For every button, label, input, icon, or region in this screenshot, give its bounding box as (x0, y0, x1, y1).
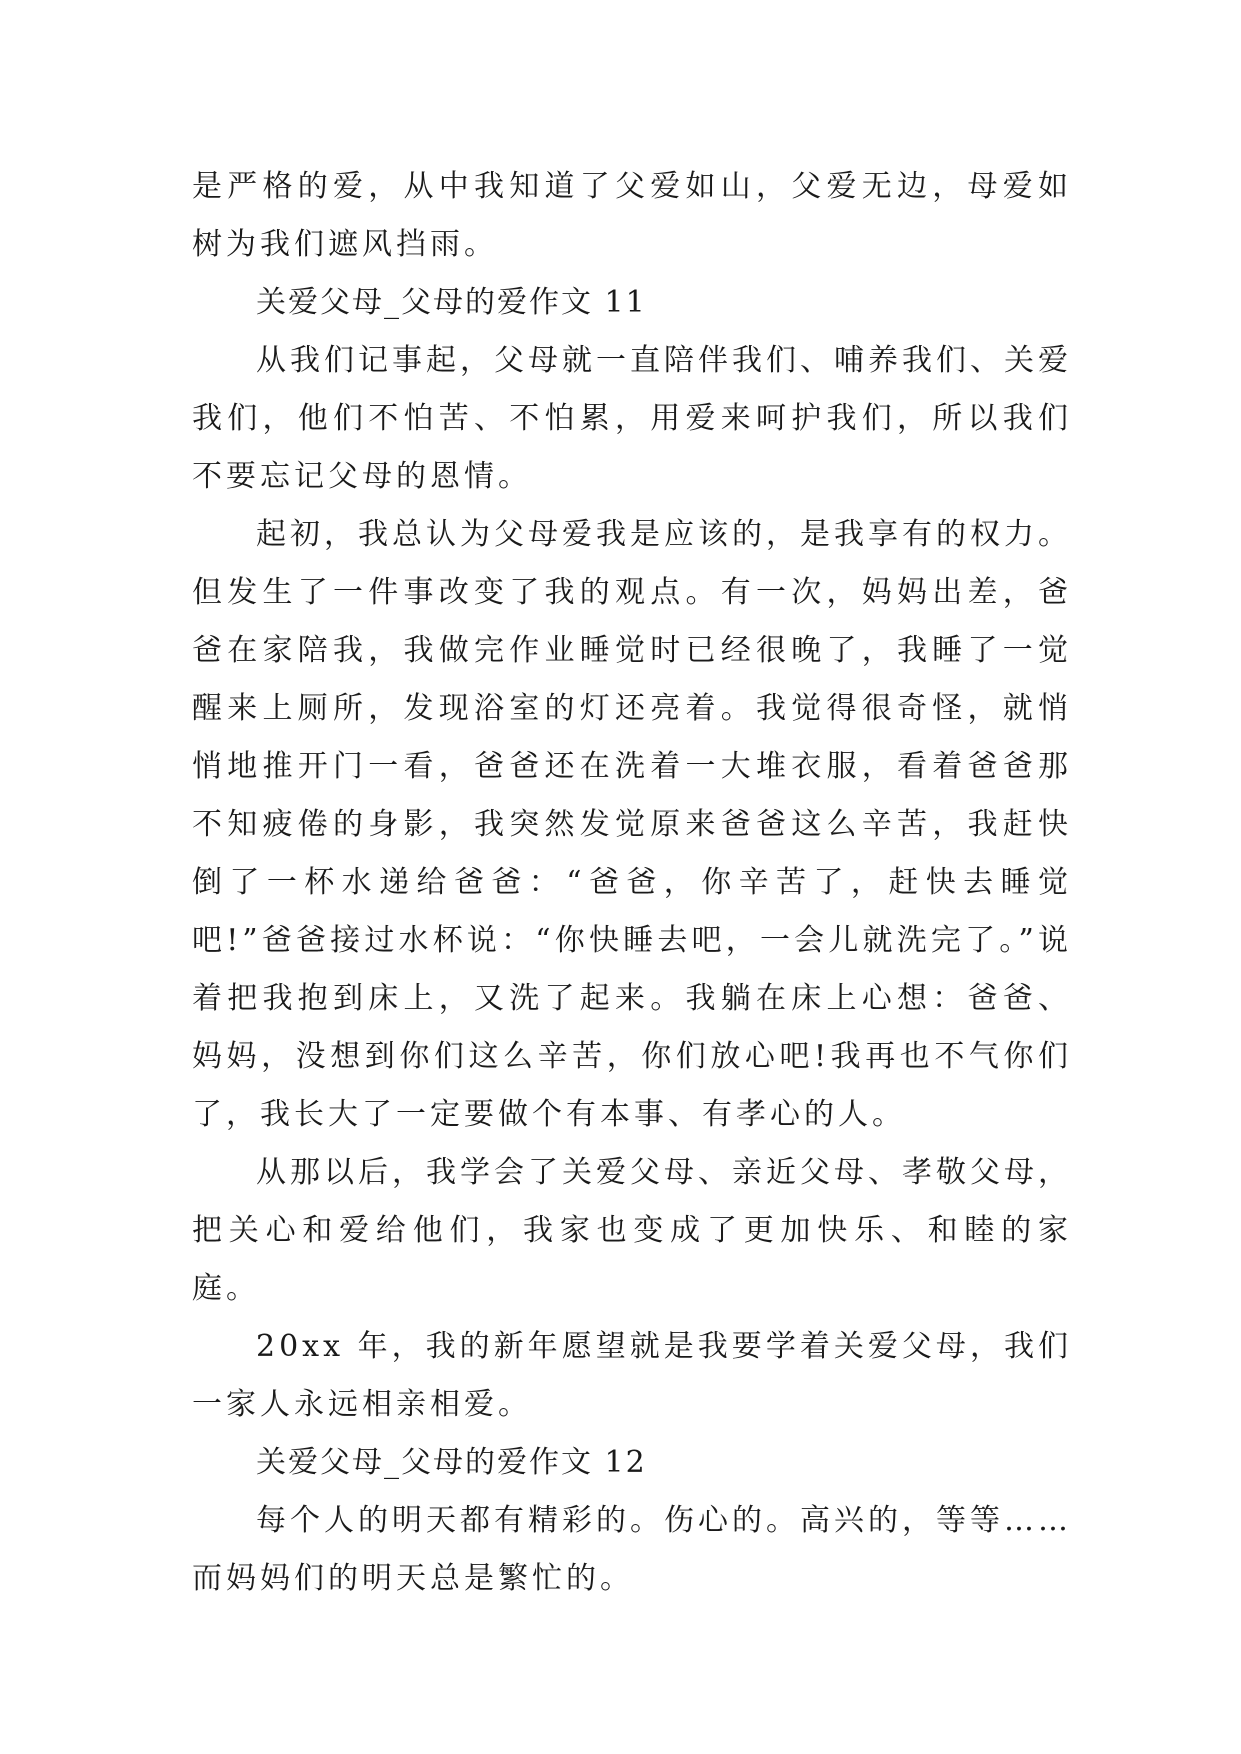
paragraph: 起初，我总认为父母爱我是应该的，是我享有的权力。但发生了一件事改变了我的观点。有一次，妈妈出差，爸爸在家陪我，我做完作业睡觉时已经很晚了，我睡了一觉醒来上厕所，发现浴室的灯还亮着。我觉得很奇怪，就悄悄地推开门一看，爸爸还在洗着一大堆衣服，看着爸爸那不知疲倦的身影，我突然发觉原来爸爸这么辛苦，我赶快倒了一杯水递给爸爸：“爸爸，你辛苦了，赶快去睡觉吧!”爸爸接过水杯说：“你快睡去吧，一会儿就洗完了。”说着把我抱到床上，又洗了起来。我躺在床上心想：爸爸、妈妈，没想到你们这么辛苦，你们放心吧!我再也不气你们了，我长大了一定要做个有本事、有孝心的人。 (192, 517, 1072, 1132)
section-heading-12: 关爱父母_父母的爱作文 12 (256, 1445, 647, 1480)
paragraph: 从那以后，我学会了关爱父母、亲近父母、孝敬父母，把关心和爱给他们，我家也变成了更加快乐、和睦的家庭。 (192, 1155, 1072, 1306)
paragraph: 从我们记事起，父母就一直陪伴我们、哺养我们、关爱我们，他们不怕苦、不怕累，用爱来呵护我们，所以我们不要忘记父母的恩情。 (192, 343, 1072, 494)
paragraph: 每个人的明天都有精彩的。伤心的。高兴的，等等……而妈妈们的明天总是繁忙的。 (192, 1503, 1072, 1596)
paragraph-continuation: 是严格的爱，从中我知道了父爱如山，父爱无边，母爱如树为我们遮风挡雨。 (192, 169, 1072, 262)
section-heading-11: 关爱父母_父母的爱作文 11 (256, 285, 647, 320)
document-body (192, 158, 1072, 1608)
paragraph: 20xx 年，我的新年愿望就是我要学着关爱父母，我们一家人永远相亲相爱。 (192, 1329, 1072, 1422)
